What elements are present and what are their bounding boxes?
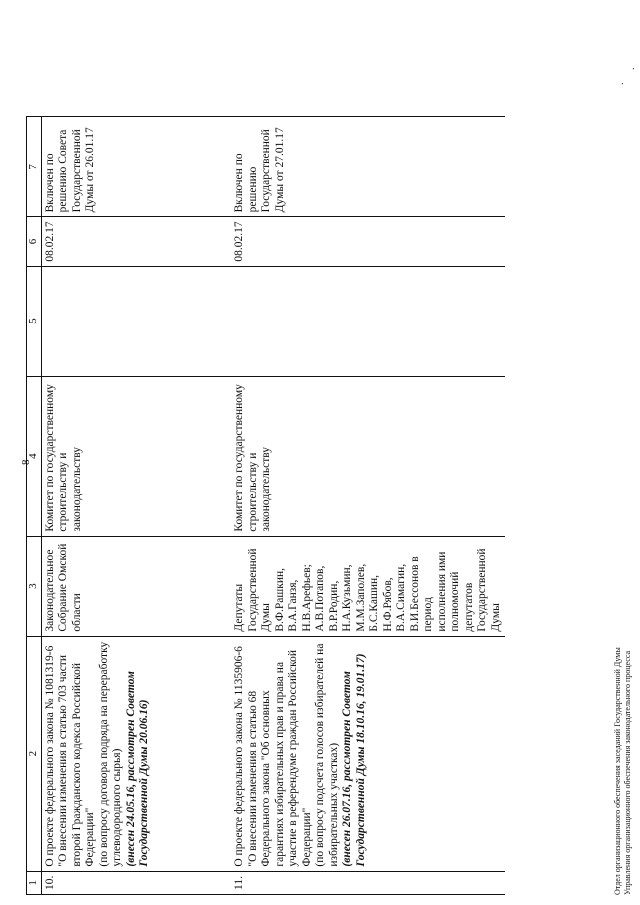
bill-cell	[231, 636, 505, 871]
footer-line: Управления организационного обеспечения законодательного процесса	[623, 650, 632, 895]
column-number: 3	[27, 536, 42, 636]
column-number: 4	[27, 376, 42, 536]
table-row	[231, 117, 505, 895]
committee-cell: Комитет по государственному строительству и законодательству	[231, 376, 505, 536]
column-number-row	[27, 117, 42, 895]
date-cell: 08.02.17	[231, 217, 505, 266]
bill-note: (внесен 24.05.16, рассмотрен Советом Государственной Думы 20.06.16)	[124, 671, 150, 867]
row-number: 11.	[231, 871, 505, 894]
column-number: 6	[27, 217, 42, 266]
stray-mark: .	[615, 82, 626, 85]
column-5-cell	[231, 266, 505, 376]
bill-description: "О внесении изменения в статью 68 Федерального закона "Об основных гарантиях избирательных прав и права на участие в референдуме граждан Российской Федерации"	[246, 649, 313, 867]
stray-mark: .	[626, 67, 637, 70]
bill-subject: (по вопросу договора подряда на переработку углеводородного сырья)	[97, 641, 123, 867]
decision-cell: Включен по решению Государственной Думы от 27.01.17	[231, 117, 505, 217]
row-number: 10.	[41, 871, 231, 894]
committee-cell: Комитет по государственному строительству и законодательству	[41, 376, 231, 536]
table-row	[41, 117, 231, 895]
author-cell: Депутаты Государственной Думы В.Ф.Рашкин, В.А.Ганзя, Н.В.Арефьев; А.В.Потапов, В.Р.Родин, Н.А.Кузьмин, М.М.Заполев, Б.С.Кашин, Н.Ф.Рябов, В.А.Симагин, В.И.Бессонов в период исполнения ими полномочий депутатов Государственной Думы	[231, 536, 505, 636]
page-number: 8	[20, 459, 32, 465]
decision-cell: Включен по решению Совета Государственной Думы от 26.01.17	[41, 117, 231, 217]
column-5-cell	[41, 266, 231, 376]
column-number: 1	[27, 871, 42, 894]
bill-description: "О внесении изменения в статью 703 части второй Гражданского кодекса Российской Федерации"	[57, 655, 96, 867]
agenda-table	[26, 116, 505, 895]
footer-line: Отдел организационного обеспечения заседаний Государственной Думы	[613, 647, 622, 895]
bill-subject: (по вопросу подсчета голосов избирателей на избирательных участках)	[314, 643, 340, 867]
bill-note: (внесен 26.07.16, рассмотрен Советом Государственной Думы 18.10.16, 19.01.17)	[341, 653, 367, 867]
bill-title: О проекте федерального закона № 1081319-6	[43, 645, 56, 867]
bill-title: О проекте федерального закона № 1135906-6	[233, 646, 245, 867]
date-cell: 08.02.17	[41, 217, 231, 266]
author-cell: Законодательное Собрание Омской области	[41, 536, 231, 636]
footer	[613, 647, 633, 895]
column-number: 5	[27, 266, 42, 376]
bill-cell	[41, 636, 231, 871]
column-number: 2	[27, 636, 42, 871]
column-number: 7	[27, 117, 42, 217]
